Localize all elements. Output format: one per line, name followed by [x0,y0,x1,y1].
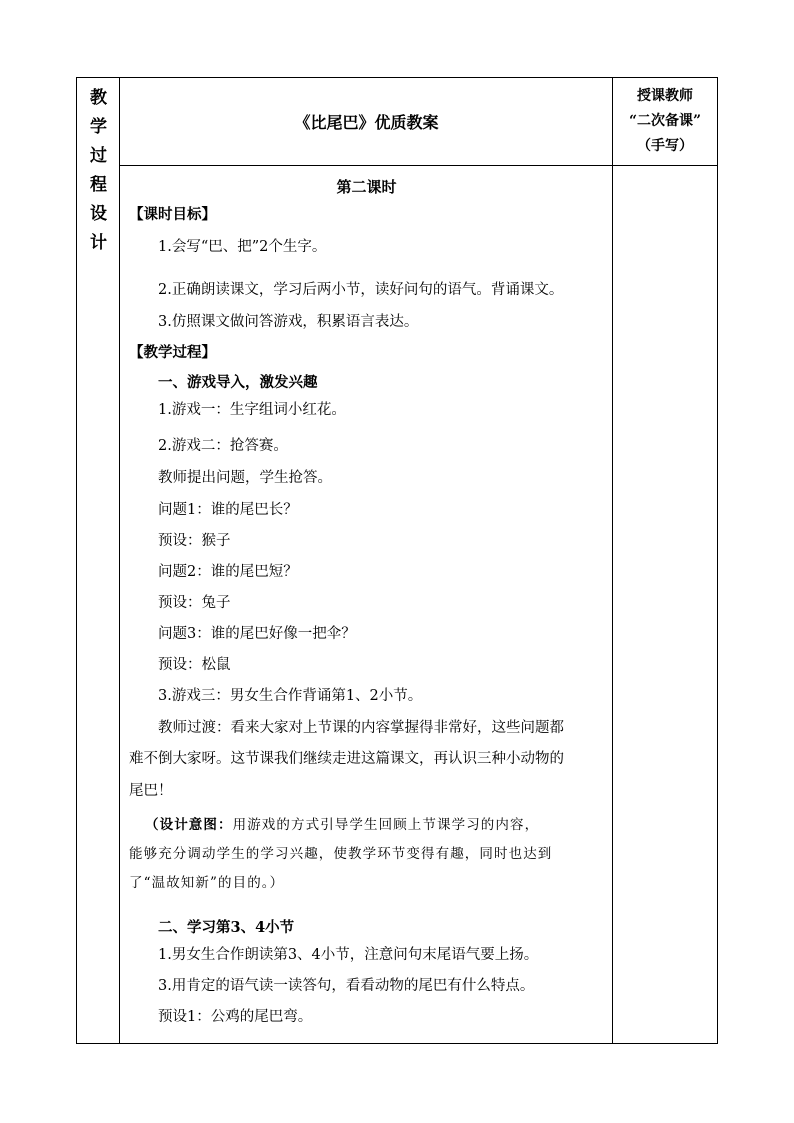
game-item: 3.游戏三：男女生合作背诵第1、2小节。 [158,688,423,704]
lesson-heading: 第二课时 [336,178,397,196]
preset-item: 预设1：公鸡的尾巴弯。 [158,1009,313,1025]
game-item: 2.游戏二：抢答赛。 [158,438,288,454]
section-heading: 一、游戏导入，激发兴趣 [158,374,318,391]
lesson-plan-table [76,77,718,1044]
side-label-char: 学 [90,117,107,137]
side-label-char: 程 [90,175,107,195]
game-item: 1.游戏一：生字组词小红花。 [158,402,346,418]
lesson-content [120,166,613,1042]
design-intent: 了“温故知新”的目的。） [129,875,285,891]
question-item: 问题2：谁的尾巴短？ [158,564,298,580]
answer-item: 预设：猴子 [158,533,231,549]
body-text: 教师提出问题，学生抢答。 [158,470,332,486]
goal-item: 2.正确朗读课文，学习后两小节，读好问句的语气。背诵课文。 [158,282,564,298]
question-item: 问题1：谁的尾巴长？ [158,502,298,518]
section-item: 1.男女生合作朗读第3、4小节，注意问句末尾语气要上扬。 [158,947,539,963]
side-label-char: 过 [90,146,107,166]
teacher-notes-header [613,78,717,165]
transition-text: 教师过渡：看来大家对上节课的内容掌握得非常好，这些问题都 [158,720,564,736]
side-label-char: 设 [90,204,107,224]
teacher-header-line2: “二次备课” [628,113,702,129]
question-item: 问题3：谁的尾巴好像一把伞？ [158,626,356,642]
process-heading: 【教学过程】 [129,344,216,361]
design-intent-label: （设计意图： [145,817,233,833]
side-label-char: 教 [90,88,107,108]
transition-text: 尾巴！ [129,783,173,799]
answer-item: 预设：兔子 [158,595,231,611]
design-intent [145,813,539,833]
answer-item: 预设：松鼠 [158,657,231,673]
goal-item: 3.仿照课文做问答游戏，积累语言表达。 [158,314,419,330]
section-heading: 二、学习第3、4小节 [158,919,295,936]
teacher-header-line3: （手写） [637,138,693,154]
side-label-char: 计 [90,233,107,253]
goals-heading: 【课时目标】 [129,206,216,223]
side-label [77,78,120,258]
teacher-header-line1: 授课教师 [637,88,693,104]
document-title: 《比尾巴》优质教案 [294,113,439,132]
design-intent: 能够充分调动学生的学习兴趣，使教学环节变得有趣，同时也达到 [129,846,553,862]
section-item: 3.用肯定的语气读一读答句，看看动物的尾巴有什么特点。 [158,978,535,994]
transition-text: 难不倒大家呀。这节课我们继续走进这篇课文，再认识三种小动物的 [129,751,564,767]
goal-item: 1.会写“巴、把”2个生字。 [158,239,327,255]
design-intent-text: 用游戏的方式引导学生回顾上节课学习的内容， [232,817,540,833]
